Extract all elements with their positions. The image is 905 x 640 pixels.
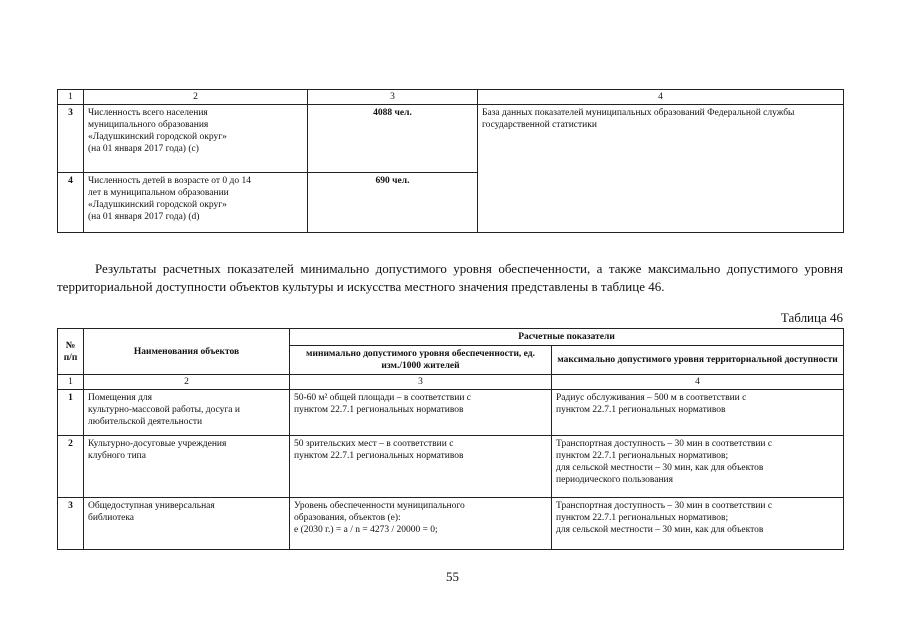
text-line: (на 01 января 2017 года) (d) xyxy=(88,212,200,222)
indicator-value: 690 чел. xyxy=(308,173,478,233)
text-line: муниципального образования xyxy=(88,120,209,130)
column-index: 3 xyxy=(308,90,478,105)
table-row xyxy=(58,105,844,173)
table-caption: Таблица 46 xyxy=(780,310,843,325)
row-number: 3 xyxy=(58,498,84,550)
text-line: пунктом 22.7.1 региональных нормативов; xyxy=(556,513,729,523)
text-line: образования, объектов (e): xyxy=(294,513,401,523)
object-name xyxy=(84,390,290,436)
min-level-value xyxy=(290,390,552,436)
text-line: пунктом 22.7.1 региональных нормативов xyxy=(556,405,726,415)
page-number: 55 xyxy=(446,569,459,584)
text-line: Радиус обслуживания – 500 м в соответствии с xyxy=(556,393,747,403)
text-line: Транспортная доступность – 30 мин в соответствии с xyxy=(556,501,773,511)
row-number: 2 xyxy=(58,436,84,498)
column-index: 2 xyxy=(84,375,290,390)
max-accessibility-value xyxy=(552,390,844,436)
text-line: Транспортная доступность – 30 мин в соответствии с xyxy=(556,439,773,449)
column-index: 1 xyxy=(58,375,84,390)
text-line: Численность всего населения xyxy=(88,108,208,118)
column-index: 1 xyxy=(58,90,84,105)
table-index-row xyxy=(58,375,844,390)
text-line: «Ладушкинский городской округ» xyxy=(88,132,227,142)
header-object-name: Наименования объектов xyxy=(84,329,290,375)
indicator-name xyxy=(84,105,308,173)
body-paragraph xyxy=(57,260,843,296)
text-line: для сельской местности – 30 мин, как для объектов xyxy=(556,463,764,473)
text-line: Помещения для xyxy=(88,393,153,403)
text-line: Уровень обеспеченности муниципального xyxy=(294,501,465,511)
text-line: 50 зрительских мест – в соответствии с xyxy=(294,439,454,449)
text-line: Численность детей в возрасте от 0 до 14 xyxy=(88,176,251,186)
indicator-name xyxy=(84,173,308,233)
min-level-value xyxy=(290,498,552,550)
header-calculated-indicators: Расчетные показатели xyxy=(290,329,844,346)
text-line: для сельской местности – 30 мин, как для объектов xyxy=(556,525,764,535)
min-level-value xyxy=(290,436,552,498)
text-line: любительской деятельности xyxy=(88,417,203,427)
column-index: 4 xyxy=(478,90,844,105)
object-name xyxy=(84,498,290,550)
text-line: пунктом 22.7.1 региональных нормативов xyxy=(294,405,464,415)
max-accessibility-value xyxy=(552,436,844,498)
text-line: (на 01 января 2017 года) (c) xyxy=(88,144,199,154)
column-index: 2 xyxy=(84,90,308,105)
text-line: Культурно-досуговые учреждения xyxy=(88,439,227,449)
header-number: № п/п xyxy=(58,329,84,375)
indicators-table xyxy=(57,328,844,550)
column-index: 3 xyxy=(290,375,552,390)
text-line: культурно-массовой работы, досуга и xyxy=(88,405,240,415)
text-line: «Ладушкинский городской округ» xyxy=(88,200,227,210)
table-header-row xyxy=(58,329,844,346)
column-index: 4 xyxy=(552,375,844,390)
row-number: 1 xyxy=(58,390,84,436)
indicator-value: 4088 чел. xyxy=(308,105,478,173)
paragraph-text: Результаты расчетных показателей минимально допустимого уровня обеспеченности, а также максимально допустимого уровня территориальной доступности объектов культуры и искусства местного значения представлены в таблице 46. xyxy=(57,261,843,294)
data-source: База данных показателей муниципальных образований Федеральной службы государственной статистики xyxy=(478,105,844,233)
text-line: библиотека xyxy=(88,513,135,523)
text-line: e (2030 г.) = a / n = 4273 / 20000 = 0; xyxy=(294,525,438,535)
row-number: 3 xyxy=(58,105,84,173)
header-min-level: минимально допустимого уровня обеспеченности, ед. изм./1000 жителей xyxy=(290,346,552,375)
object-name xyxy=(84,436,290,498)
header-max-accessibility: максимально допустимого уровня территориальной доступности xyxy=(552,346,844,375)
row-number: 4 xyxy=(58,173,84,233)
text-line: Общедоступная универсальная xyxy=(88,501,215,511)
table-row xyxy=(58,436,844,498)
text-line: периодического пользования xyxy=(556,475,673,485)
text-line: пунктом 22.7.1 региональных нормативов xyxy=(294,451,464,461)
max-accessibility-value xyxy=(552,498,844,550)
table-header-row xyxy=(58,90,844,105)
table-row xyxy=(58,498,844,550)
data-sources-table xyxy=(57,89,844,233)
text-line: 50-60 м² общей площади – в соответствии с xyxy=(294,393,472,403)
text-line: лет в муниципальном образовании xyxy=(88,188,229,198)
table-row xyxy=(58,390,844,436)
text-line: клубного типа xyxy=(88,451,146,461)
text-line: пунктом 22.7.1 региональных нормативов; xyxy=(556,451,729,461)
